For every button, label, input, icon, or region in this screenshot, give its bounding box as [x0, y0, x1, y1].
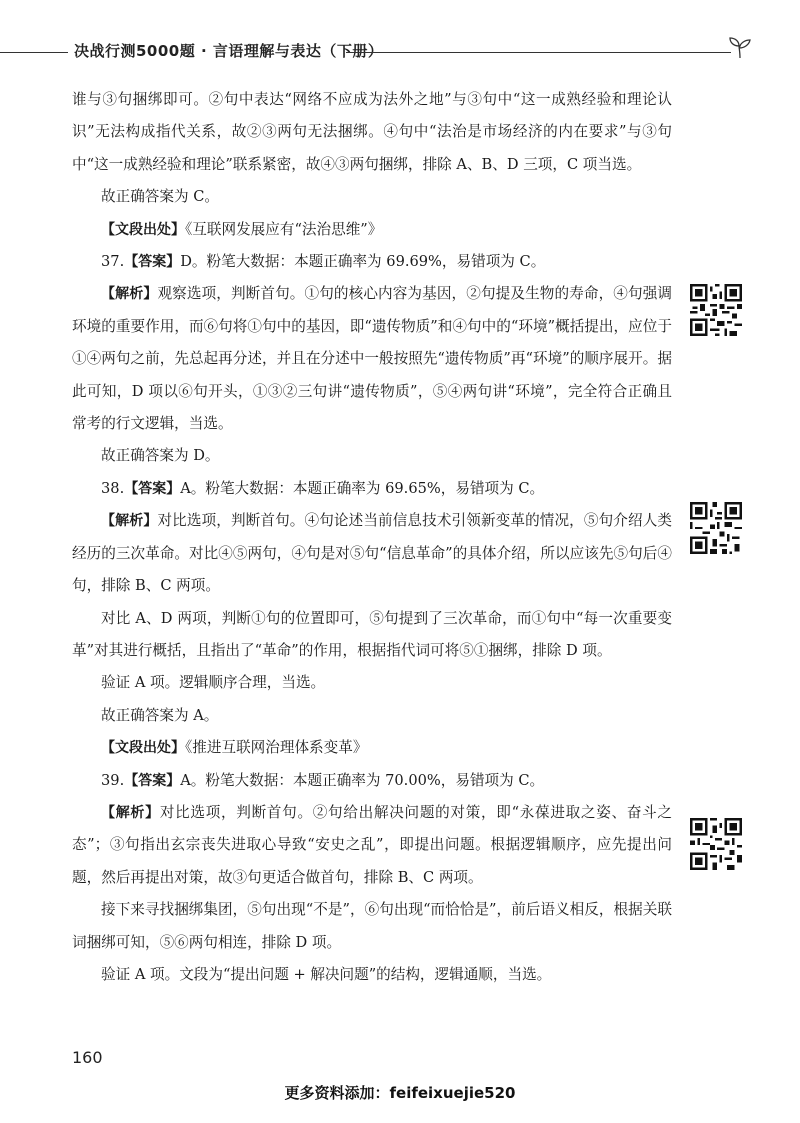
answer-text: D。粉笔大数据：本题正确率为 69.69%，易错项为 C。 [180, 253, 546, 271]
question-37-answer [72, 246, 672, 278]
book-title: 决战行测5000题 · 言语理解与表达（下册） [74, 42, 384, 60]
analysis-text: 对比选项，判断首句。②句给出解决问题的对策，即“永葆进取之姿、奋斗之态”；③句指出玄宗丧失进取心导致“安史之乱”，即提出问题。根据逻辑顺序，应先提出问题，然后再提出对策，故③句更适合做首句，排除 B、C 两项。 [72, 803, 673, 886]
answer-conclusion: 故正确答案为 A。 [101, 706, 219, 724]
source-tag: 【文段出处】 [101, 221, 185, 238]
analysis-paragraph [72, 278, 672, 440]
question-38-answer [72, 473, 672, 505]
qr-code-icon[interactable] [690, 284, 742, 336]
analysis-text: 对比选项，判断首句。④句论述当前信息技术引领新变革的情况，⑤句介绍人类经历的三次革命。对比④⑤两句，④句是对⑤句“信息革命”的具体介绍，所以应该先⑤句后④句，排除 B、C 两项。 [72, 512, 672, 595]
paragraph: 对比 A、D 两项，判断①句的位置即可，⑤句提到了三次革命，而①句中“每一次重要变革”对其进行概括，且指出了“革命”的作用，根据指代词可将⑤①捆绑，排除 D 项。 [72, 609, 672, 659]
question-number: 37. [101, 253, 125, 271]
paragraph: 验证 A 项。文段为“提出问题 + 解决问题”的结构，逻辑通顺，当选。 [101, 965, 552, 983]
answer-conclusion: 故正确答案为 D。 [101, 447, 220, 465]
header-rule-left [0, 52, 68, 53]
running-header [0, 36, 800, 66]
analysis-paragraph [72, 797, 672, 894]
question-number: 39. [101, 771, 125, 789]
answer-text: A。粉笔大数据：本题正确率为 69.65%，易错项为 C。 [180, 479, 545, 497]
question-number: 38. [101, 479, 125, 497]
qr-code-icon[interactable] [690, 818, 742, 870]
answer-tag: 【答案】 [124, 254, 181, 271]
sprout-icon [727, 36, 753, 60]
analysis-paragraph [72, 505, 672, 602]
analysis-tag: 【解析】 [101, 804, 160, 821]
source-text: 《互联网发展应有“法治思维”》 [185, 220, 383, 238]
answer-text: A。粉笔大数据：本题正确率为 70.00%，易错项为 C。 [180, 771, 545, 789]
footer-note: 更多资料添加：feifeixuejie520 [284, 1084, 516, 1102]
paragraph: 接下来寻找捆绑集团，⑤句出现“不是”，⑥句出现“而恰恰是”，前后语义相反，根据关联词捆绑可知，⑤⑥两句相连，排除 D 项。 [72, 901, 672, 951]
answer-tag: 【答案】 [124, 480, 181, 497]
source-citation [72, 732, 672, 764]
page-number: 160 [72, 1048, 103, 1067]
source-citation [72, 214, 672, 246]
source-text: 《推进互联网治理体系变革》 [185, 739, 368, 757]
answer-conclusion: 故正确答案为 C。 [101, 188, 219, 206]
analysis-tag: 【解析】 [101, 513, 158, 530]
qr-code-icon[interactable] [690, 502, 742, 554]
explanation-body [72, 84, 672, 991]
analysis-text: 观察选项，判断首句。①句的核心内容为基因，②句提及生物的寿命，④句强调环境的重要作用，而⑥句将①句中的基因，即“遗传物质”和④句中的“环境”概括提出，应位于①④两句之前，先总起再分述，并且在分述中一般按照先“遗传物质”再“环境”的顺序展开。据此可知，D 项以⑥句开头，①③②三句讲“遗传物质”，⑤④两句讲“环境”，完全符合正确且常考的行文逻辑，当选。 [72, 285, 672, 433]
paragraph: 验证 A 项。逻辑顺序合理，当选。 [101, 674, 326, 692]
analysis-tag: 【解析】 [101, 286, 158, 303]
question-39-answer [72, 765, 672, 797]
source-tag: 【文段出处】 [101, 740, 185, 757]
paragraph: 谁与③句捆绑即可。②句中表达“网络不应成为法外之地”与③句中“这一成熟经验和理论认识”无法构成指代关系，故②③两句无法捆绑。④句中“法治是市场经济的内在要求”与③句中“这一成熟经验和理论”联系紧密，故④③两句捆绑，排除 A、B、D 三项，C 项当选。 [72, 91, 672, 173]
header-rule-right [346, 52, 731, 53]
answer-tag: 【答案】 [124, 772, 181, 789]
